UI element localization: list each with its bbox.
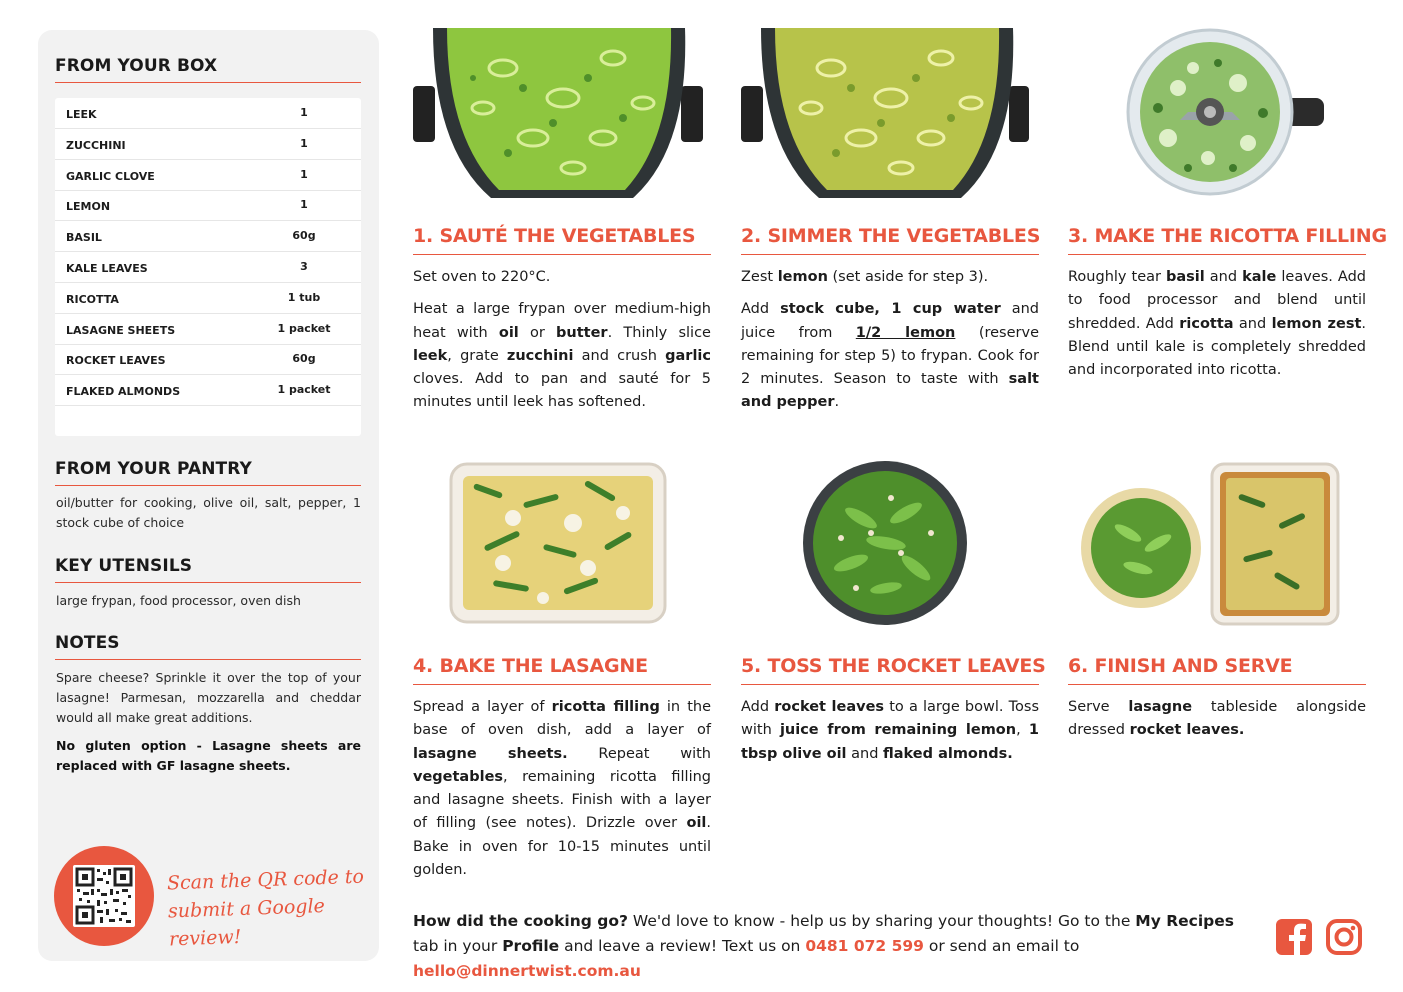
step-paragraph	[1068, 696, 1366, 743]
step-paragraph	[741, 266, 1039, 289]
sidebar	[38, 30, 379, 961]
text-run: or send an email to	[923, 937, 1080, 955]
box-rule	[55, 82, 361, 83]
text-run: Roughly tear	[1068, 269, 1167, 285]
ingredient-quantity: 60g	[292, 352, 316, 366]
text-run: and juice from	[741, 301, 1039, 341]
step-title: 2. SIMMER THE VEGETABLES	[741, 225, 1041, 247]
text-run: and leave a review! Text us on	[559, 937, 806, 955]
ingredient-name: KALE LEAVES	[66, 262, 148, 275]
step-rule	[413, 684, 711, 685]
ingredient-name: LEMON	[66, 200, 111, 214]
text-run: stock cube, 1 cup water	[780, 301, 1001, 318]
step-text	[1068, 696, 1366, 752]
ingredient-row	[55, 98, 361, 129]
facebook-icon	[1275, 918, 1313, 956]
text-run: , remaining ricotta filling and lasagne sheets. Finish with a layer of filling (see notes). Drizzle over	[413, 768, 711, 832]
qr-caption	[167, 863, 370, 954]
saute-vegetables-photo	[413, 28, 711, 198]
step-title: 3. MAKE THE RICOTTA FILLING	[1068, 225, 1387, 247]
food-processor-photo	[1068, 28, 1366, 198]
text-run: kale	[1242, 269, 1277, 285]
ingredient-quantity: 1 packet	[277, 321, 331, 335]
notes-text: Spare cheese? Sprinkle it over the top of your lasagne! Parmesan, mozzarella and cheddar would all make great additions.	[56, 670, 361, 725]
step-title: 1. SAUTÉ THE VEGETABLES	[413, 225, 696, 247]
ingredient-row	[55, 221, 361, 252]
text-run: (set aside for step 3).	[827, 269, 989, 285]
step-title: 6. FINISH AND SERVE	[1068, 655, 1293, 677]
ingredient-quantity: 1 packet	[277, 383, 331, 397]
ingredient-name: FLAKED ALMONDS	[66, 385, 181, 399]
ingredient-row	[55, 160, 361, 191]
rocket-salad-photo	[741, 458, 1039, 628]
pantry-rule	[55, 485, 361, 486]
ingredient-row	[55, 283, 361, 314]
ingredient-quantity: 1	[300, 136, 308, 150]
review-footer	[413, 909, 1263, 984]
qr-caption-line-2: submit a Google review!	[167, 895, 326, 951]
step-text	[1068, 266, 1366, 391]
text-run: and	[1233, 315, 1272, 332]
ingredient-name: RICOTTA	[66, 292, 119, 306]
text-run: lasagne	[1128, 699, 1193, 715]
text-run: Zest	[741, 269, 778, 285]
simmer-vegetables-photo	[741, 28, 1039, 198]
ingredient-name: ZUCCHINI	[66, 138, 126, 152]
step-paragraph	[741, 696, 1039, 766]
text-run: basil	[1166, 269, 1205, 285]
text-run: rocket leaves.	[1129, 722, 1245, 739]
ingredient-quantity: 1	[300, 198, 308, 212]
text-run: cloves. Add to pan and sauté for 5 minutes until leek has softened.	[413, 371, 711, 411]
step-text	[741, 696, 1039, 775]
text-run: flaked almonds.	[883, 745, 1013, 762]
qr-code[interactable]	[73, 865, 135, 927]
text-run: ricotta filling	[551, 699, 660, 715]
text-run: oil	[498, 324, 519, 341]
step-text	[413, 266, 711, 424]
text-run: and crush	[573, 347, 666, 364]
ingredient-quantity: 3	[300, 260, 308, 273]
notes-rule	[55, 659, 361, 660]
contact-link[interactable]: hello@dinnertwist.com.au	[413, 962, 641, 980]
ingredient-row	[55, 314, 361, 345]
step-text	[741, 266, 1039, 424]
pantry-text: oil/butter for cooking, olive oil, salt, pepper, 1 stock cube of choice	[56, 495, 361, 530]
text-run: and	[846, 745, 884, 762]
text-run: tableside alongside dressed	[1068, 699, 1366, 739]
text-run: leaves. Add to food processor and blend until shredded. Add	[1068, 269, 1366, 332]
box-title: FROM YOUR BOX	[55, 56, 218, 76]
contact-link[interactable]: 0481 072 599	[805, 937, 924, 955]
text-run: in the base of oven dish, add a layer of	[413, 699, 711, 739]
ingredient-row	[55, 190, 361, 221]
text-run: Profile	[502, 937, 560, 955]
text-run: 1/2 lemon	[855, 324, 956, 341]
step-paragraph	[413, 298, 711, 414]
instagram-link[interactable]	[1325, 918, 1363, 956]
ingredient-list	[55, 98, 361, 436]
facebook-link[interactable]	[1275, 918, 1313, 956]
notes-gluten-note: No gluten option - Lasagne sheets are replaced with GF lasagne sheets.	[56, 738, 361, 773]
text-run: ,	[1016, 722, 1029, 739]
step-text	[413, 696, 711, 891]
step-paragraph	[413, 696, 711, 882]
text-run: lemon	[777, 269, 828, 285]
text-run: rocket leaves	[774, 699, 885, 715]
notes-title: NOTES	[55, 633, 120, 653]
text-run: (reserve remaining for step 5) to frypan. Cook for 2 minutes. Season to taste with	[741, 324, 1039, 388]
pantry-title: FROM YOUR PANTRY	[55, 459, 252, 479]
text-run: Heat a large frypan over medium-high heat with	[413, 301, 711, 341]
text-run: garlic	[665, 347, 711, 364]
text-run: . Bake in oven for 10-15 minutes until golden.	[413, 815, 711, 879]
ingredient-name: LEEK	[66, 108, 97, 121]
step-rule	[741, 684, 1039, 685]
step-rule	[1068, 254, 1366, 255]
step-paragraph	[1068, 266, 1366, 382]
step-title: 4. BAKE THE LASAGNE	[413, 655, 648, 677]
text-run: Repeat with	[567, 745, 711, 762]
text-run: We'd love to know - help us by sharing your thoughts! Go to the	[627, 912, 1136, 930]
ingredient-name: LASAGNE SHEETS	[66, 323, 176, 337]
ingredient-row	[55, 252, 361, 283]
text-run: or	[518, 324, 557, 341]
text-run: vegetables	[413, 768, 504, 785]
step-rule	[413, 254, 711, 255]
step-title: 5. TOSS THE ROCKET LEAVES	[741, 655, 1046, 677]
ingredient-row	[55, 375, 361, 406]
instagram-icon	[1325, 918, 1363, 956]
ingredient-name: GARLIC CLOVE	[66, 169, 155, 183]
text-run: ricotta	[1179, 315, 1234, 332]
ingredient-name: ROCKET LEAVES	[66, 354, 166, 368]
text-run: zucchini	[506, 347, 574, 364]
text-run: lasagne sheets.	[413, 745, 568, 762]
utensils-text: large frypan, food processor, oven dish	[56, 593, 301, 608]
ingredient-quantity: 1	[300, 106, 308, 119]
text-run: leek	[413, 347, 448, 364]
ingredient-row	[55, 344, 361, 375]
qr-caption-line-1: Scan the QR code to	[166, 865, 365, 895]
qr-code-icon	[73, 865, 135, 927]
text-run: . Blend until kale is completely shredded and incorporated into ricotta.	[1068, 315, 1366, 379]
text-run: tab in your	[413, 937, 503, 955]
served-lasagne-photo	[1068, 458, 1366, 628]
utensils-rule	[55, 582, 361, 583]
step-paragraph	[741, 298, 1039, 414]
qr-badge	[54, 846, 154, 946]
text-run: 1 tbsp olive oil	[741, 722, 1039, 762]
step-rule	[1068, 684, 1366, 685]
ingredient-quantity: 60g	[292, 229, 316, 243]
text-run: Spread a layer of	[413, 699, 552, 715]
text-run: How did the cooking go?	[413, 912, 628, 930]
text-run: My Recipes	[1135, 912, 1234, 930]
text-run: and	[1204, 269, 1243, 285]
text-run: to a large bowl. Toss with	[741, 699, 1040, 739]
ingredient-name: BASIL	[66, 231, 102, 245]
text-run: Serve	[1068, 699, 1129, 715]
text-run: butter	[556, 324, 608, 341]
text-run: .	[834, 394, 840, 411]
ingredient-row	[55, 129, 361, 160]
utensils-title: KEY UTENSILS	[55, 556, 193, 576]
text-run: , grate	[447, 347, 507, 364]
text-run: . Thinly slice	[607, 324, 711, 341]
text-run: Add	[741, 301, 781, 318]
lasagne-dish-photo	[413, 458, 711, 628]
ingredient-quantity: 1	[300, 167, 308, 181]
step-paragraph: Set oven to 220°C.	[413, 269, 551, 285]
text-run: salt and pepper	[741, 371, 1039, 411]
text-run: lemon zest	[1271, 315, 1362, 332]
step-rule	[741, 254, 1039, 255]
text-run: Add	[741, 699, 775, 715]
ingredient-quantity: 1 tub	[287, 290, 321, 304]
text-run: oil	[686, 815, 707, 832]
text-run: juice from remaining lemon	[779, 722, 1017, 739]
